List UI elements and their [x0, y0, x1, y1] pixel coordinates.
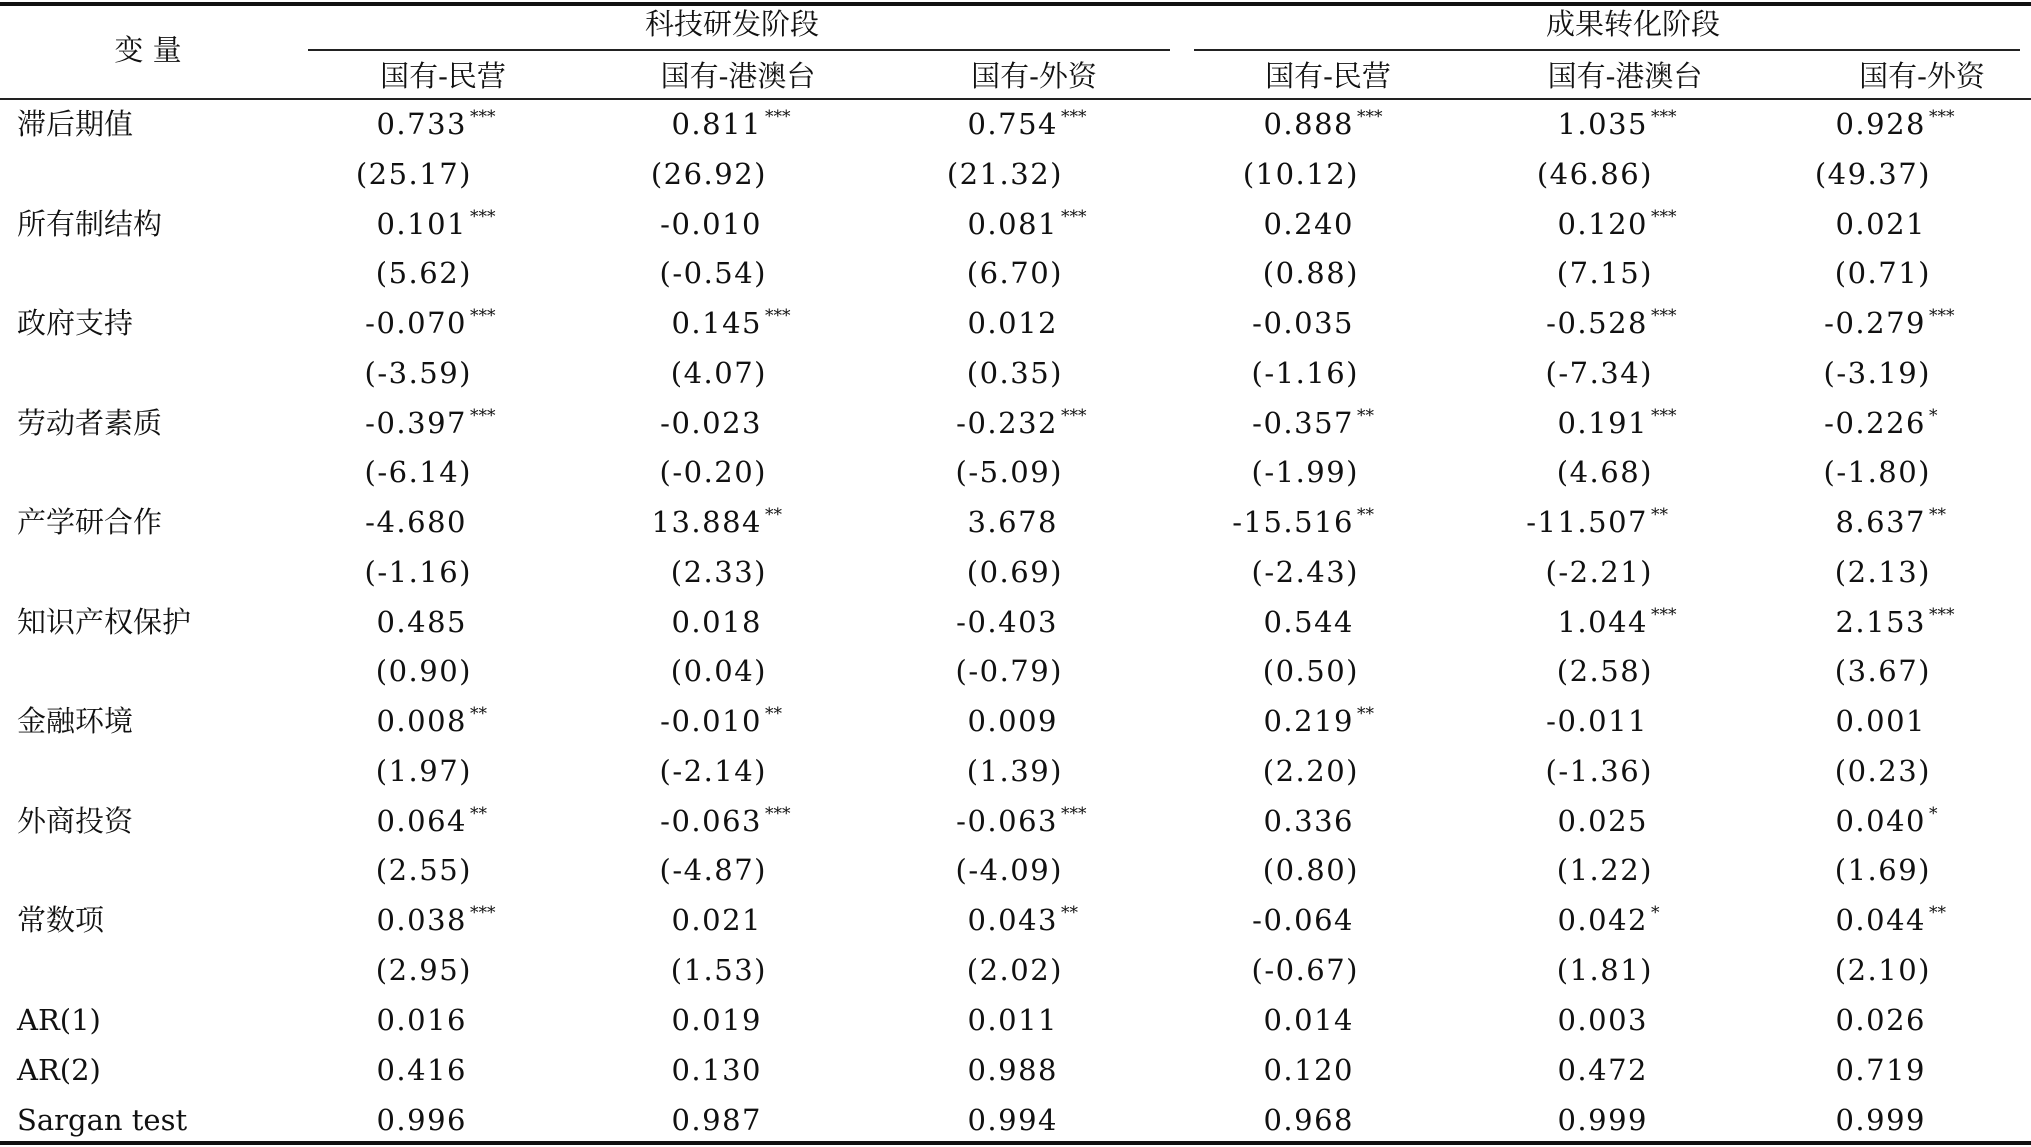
t-statistic: (0.35): [966, 355, 1063, 390]
stat-value: 0.003: [1557, 1002, 1648, 1037]
t-statistic: (-1.16): [1251, 355, 1359, 390]
stat-value: 0.019: [671, 1002, 762, 1037]
significance-stars: **: [1357, 505, 1374, 525]
coefficient: 0.043: [967, 903, 1058, 937]
t-statistic: (4.68): [1556, 455, 1653, 489]
t-statistic: (-2.14): [659, 753, 767, 788]
significance-stars: **: [1357, 704, 1374, 724]
t-statistic: (0.71): [1834, 256, 1931, 290]
t-statistic: (0.80): [1262, 853, 1359, 887]
col-header: 国有-港澳台: [660, 59, 816, 93]
coefficient: 0.040: [1835, 803, 1926, 838]
significance-stars: **: [765, 505, 782, 525]
stat-value: 0.472: [1557, 1052, 1648, 1087]
stat-value: 0.996: [376, 1102, 467, 1137]
stat-value: 0.120: [1263, 1052, 1354, 1087]
row-label: 知识产权保护: [17, 604, 192, 639]
group-rule-rd: [308, 49, 1170, 51]
coefficient: 0.042: [1557, 903, 1648, 937]
significance-stars: ***: [470, 405, 496, 426]
t-statistic: (46.86): [1536, 156, 1653, 191]
coefficient: -0.279: [1824, 306, 1926, 340]
coefficient: 0.240: [1263, 206, 1354, 241]
coefficient: 0.081: [967, 206, 1058, 241]
significance-stars: ***: [1929, 107, 1955, 127]
t-statistic: (1.39): [966, 753, 1063, 788]
stat-value: 0.719: [1835, 1052, 1926, 1087]
t-statistic: (0.90): [375, 654, 472, 688]
significance-stars: ***: [765, 803, 791, 824]
t-statistic: (2.55): [375, 853, 472, 887]
significance-stars: ***: [1929, 604, 1955, 625]
col-header: 国有-民营: [1265, 59, 1391, 93]
stat-value: 0.988: [967, 1052, 1058, 1087]
coefficient: -0.070: [365, 306, 467, 340]
significance-stars: ***: [1651, 206, 1677, 227]
col-header: 国有-外资: [971, 59, 1097, 93]
t-statistic: (0.50): [1262, 654, 1359, 688]
t-statistic: (5.62): [375, 256, 472, 290]
t-statistic: (-0.54): [659, 256, 767, 290]
t-statistic: (6.70): [966, 256, 1063, 290]
significance-stars: ***: [470, 206, 496, 227]
stat-value: 0.987: [671, 1102, 762, 1137]
coefficient: -0.010: [660, 206, 762, 241]
stat-value: 0.026: [1835, 1002, 1926, 1037]
coefficient: 3.678: [967, 505, 1058, 539]
coefficient: 0.733: [376, 107, 467, 141]
coefficient: 1.035: [1557, 107, 1648, 141]
significance-stars: ***: [1651, 107, 1677, 127]
coefficient: 0.888: [1263, 107, 1354, 141]
coefficient: -0.226: [1824, 405, 1926, 440]
coefficient: 0.044: [1835, 903, 1926, 937]
row-label: 滞后期值: [17, 107, 134, 141]
stat-value: 0.968: [1263, 1102, 1354, 1137]
coefficient: -0.064: [1252, 903, 1354, 937]
significance-stars: *: [1651, 903, 1660, 923]
t-statistic: (2.20): [1262, 753, 1359, 788]
coefficient: 0.120: [1557, 206, 1648, 241]
significance-stars: ***: [1651, 604, 1677, 625]
coefficient: -0.232: [956, 405, 1058, 440]
coefficient: -0.063: [956, 803, 1058, 838]
stat-value: 0.011: [967, 1002, 1058, 1037]
significance-stars: ***: [470, 903, 496, 923]
group-rule-transfer: [1194, 49, 2020, 51]
t-statistic: (0.23): [1834, 753, 1931, 788]
row-label: 外商投资: [17, 803, 134, 838]
coefficient: 0.145: [671, 306, 762, 340]
row-label: 常数项: [17, 903, 105, 937]
stat-label: Sargan test: [17, 1102, 188, 1137]
significance-stars: ***: [470, 107, 496, 127]
row-label: 金融环境: [17, 704, 134, 738]
coefficient: -0.357: [1252, 405, 1354, 440]
coefficient: 0.008: [376, 704, 467, 738]
stat-value: 0.130: [671, 1052, 762, 1087]
stat-value: 0.014: [1263, 1002, 1354, 1037]
t-statistic: (-0.67): [1251, 952, 1359, 987]
t-statistic: (-0.79): [955, 654, 1063, 688]
t-statistic: (49.37): [1814, 156, 1931, 191]
t-statistic: (-1.36): [1545, 753, 1653, 788]
coefficient: 0.012: [967, 306, 1058, 340]
t-statistic: (-1.16): [364, 554, 472, 589]
coefficient: -0.010: [660, 704, 762, 738]
coefficient: 0.928: [1835, 107, 1926, 141]
t-statistic: (21.32): [946, 156, 1063, 191]
t-statistic: (-1.80): [1823, 455, 1931, 489]
coefficient: 0.336: [1263, 803, 1354, 838]
t-statistic: (1.22): [1556, 853, 1653, 887]
coefficient: 13.884: [651, 505, 762, 539]
t-statistic: (0.88): [1262, 256, 1359, 290]
coefficient: 0.025: [1557, 803, 1648, 838]
group-header-rd: 科技研发阶段: [644, 7, 820, 41]
significance-stars: ***: [1061, 107, 1087, 127]
significance-stars: ***: [470, 306, 496, 326]
t-statistic: (7.15): [1556, 256, 1653, 290]
t-statistic: (1.69): [1834, 853, 1931, 887]
coefficient: 0.064: [376, 803, 467, 838]
significance-stars: ***: [1061, 803, 1087, 824]
coefficient: -11.507: [1526, 505, 1648, 539]
header-rule: [0, 98, 2031, 100]
coefficient: 1.044: [1557, 604, 1648, 639]
bottom-rule: [0, 1141, 2031, 1145]
t-statistic: (-4.09): [955, 853, 1063, 887]
t-statistic: (-2.21): [1545, 554, 1653, 589]
coefficient: -0.023: [660, 405, 762, 440]
significance-stars: **: [1929, 505, 1946, 525]
t-statistic: (-5.09): [955, 455, 1063, 489]
t-statistic: (2.13): [1834, 554, 1931, 589]
t-statistic: (25.17): [355, 156, 472, 191]
t-statistic: (-6.14): [364, 455, 472, 489]
stat-label: AR(1): [17, 1002, 101, 1037]
significance-stars: **: [1357, 405, 1374, 426]
coefficient: 0.754: [967, 107, 1058, 141]
col-header: 国有-民营: [380, 59, 506, 93]
significance-stars: **: [470, 803, 487, 824]
significance-stars: **: [470, 704, 487, 724]
row-label: 劳动者素质: [17, 405, 163, 440]
stat-value: 0.416: [376, 1052, 467, 1087]
variable-header: 变 量: [114, 33, 182, 67]
coefficient: 0.009: [967, 704, 1058, 738]
coefficient: 0.811: [671, 107, 762, 141]
group-header-transfer: 成果转化阶段: [1545, 7, 1721, 41]
stat-value: 0.016: [376, 1002, 467, 1037]
coefficient: -0.035: [1252, 306, 1354, 340]
significance-stars: ***: [1651, 405, 1677, 426]
t-statistic: (4.07): [670, 355, 767, 390]
t-statistic: (10.12): [1242, 156, 1359, 191]
t-statistic: (0.04): [670, 654, 767, 688]
t-statistic: (-0.20): [659, 455, 767, 489]
significance-stars: **: [1929, 903, 1946, 923]
row-label: 政府支持: [17, 306, 134, 340]
t-statistic: (0.69): [966, 554, 1063, 589]
coefficient: 0.018: [671, 604, 762, 639]
coefficient: 0.191: [1557, 405, 1648, 440]
coefficient: -15.516: [1232, 505, 1354, 539]
coefficient: -0.403: [956, 604, 1058, 639]
significance-stars: ***: [1061, 405, 1087, 426]
t-statistic: (-7.34): [1545, 355, 1653, 390]
coefficient: -0.528: [1546, 306, 1648, 340]
significance-stars: **: [1651, 505, 1668, 525]
significance-stars: ***: [765, 306, 791, 326]
coefficient: 0.219: [1263, 704, 1354, 738]
coefficient: 0.021: [671, 903, 762, 937]
row-label: 所有制结构: [17, 206, 163, 241]
coefficient: -0.397: [365, 405, 467, 440]
t-statistic: (2.10): [1834, 952, 1931, 987]
coefficient: 0.021: [1835, 206, 1926, 241]
t-statistic: (1.97): [375, 753, 472, 788]
t-statistic: (1.53): [670, 952, 767, 987]
coefficient: 0.544: [1263, 604, 1354, 639]
col-header: 国有-港澳台: [1547, 59, 1703, 93]
t-statistic: (2.95): [375, 952, 472, 987]
stat-value: 0.994: [967, 1102, 1058, 1137]
col-header: 国有-外资: [1859, 59, 1985, 93]
stat-value: 0.999: [1557, 1102, 1648, 1137]
coefficient: 8.637: [1835, 505, 1926, 539]
t-statistic: (-4.87): [659, 853, 767, 887]
coefficient: 0.101: [376, 206, 467, 241]
t-statistic: (-3.19): [1823, 355, 1931, 390]
t-statistic: (2.02): [966, 952, 1063, 987]
coefficient: -4.680: [365, 505, 467, 539]
significance-stars: ***: [1929, 306, 1955, 326]
t-statistic: (2.33): [670, 554, 767, 589]
significance-stars: ***: [1651, 306, 1677, 326]
coefficient: 0.001: [1835, 704, 1926, 738]
t-statistic: (26.92): [650, 156, 767, 191]
stat-value: 0.999: [1835, 1102, 1926, 1137]
significance-stars: ***: [765, 107, 791, 127]
significance-stars: **: [765, 704, 782, 724]
t-statistic: (-1.99): [1251, 455, 1359, 489]
coefficient: 0.038: [376, 903, 467, 937]
coefficient: 2.153: [1835, 604, 1926, 639]
t-statistic: (-2.43): [1251, 554, 1359, 589]
top-rule: [0, 2, 2031, 6]
stat-label: AR(2): [17, 1052, 101, 1087]
significance-stars: *: [1929, 405, 1938, 426]
t-statistic: (1.81): [1556, 952, 1653, 987]
coefficient: -0.011: [1546, 704, 1648, 738]
significance-stars: *: [1929, 803, 1938, 824]
t-statistic: (-3.59): [364, 355, 472, 390]
significance-stars: ***: [1357, 107, 1383, 127]
coefficient: 0.485: [376, 604, 467, 639]
row-label: 产学研合作: [17, 505, 163, 539]
coefficient: -0.063: [660, 803, 762, 838]
t-statistic: (2.58): [1556, 654, 1653, 688]
significance-stars: **: [1061, 903, 1078, 923]
t-statistic: (3.67): [1834, 654, 1931, 688]
significance-stars: ***: [1061, 206, 1087, 227]
